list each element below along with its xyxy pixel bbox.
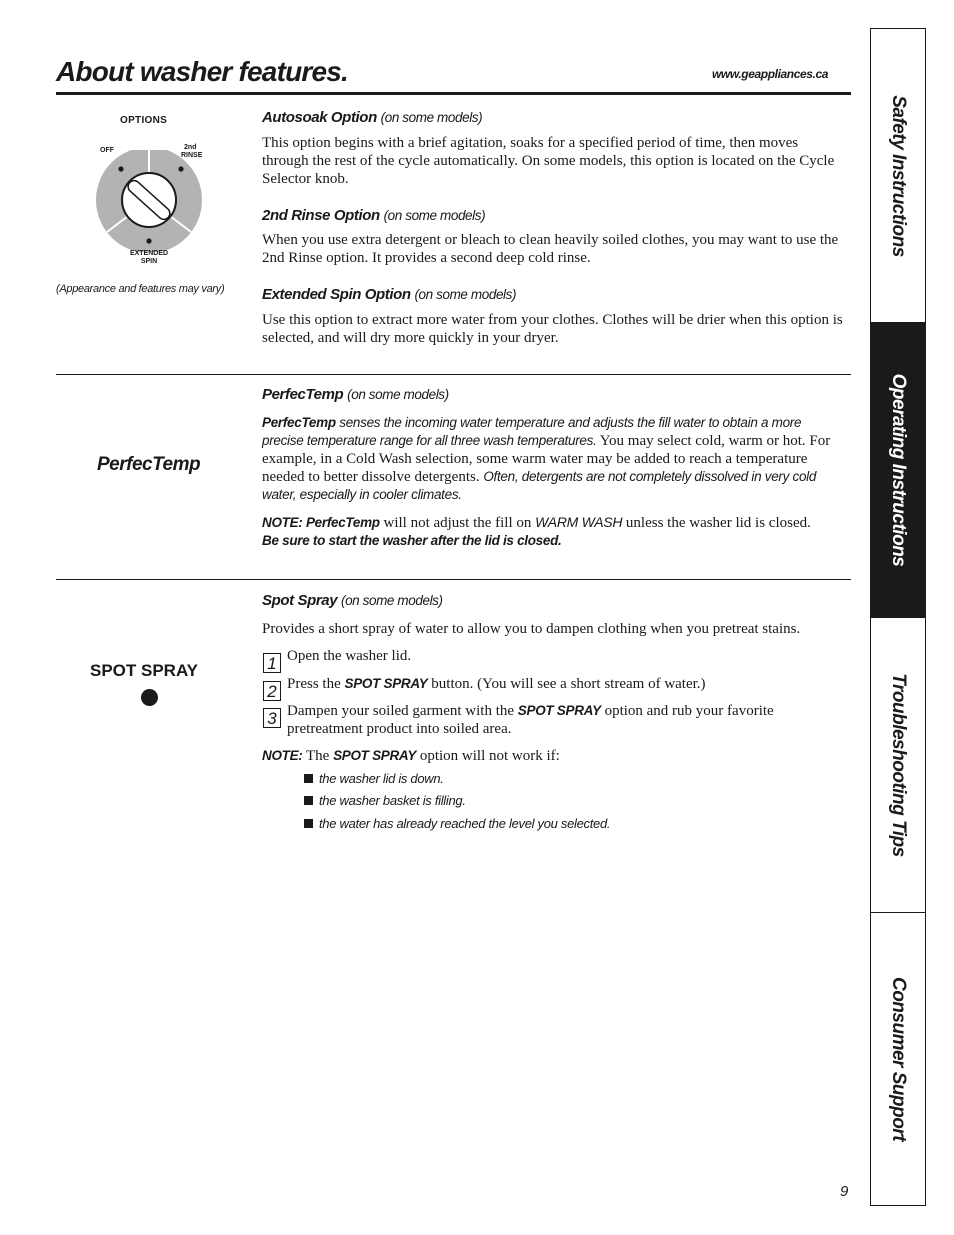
step-text — [287, 702, 847, 738]
dial-heading: OPTIONS — [120, 115, 168, 126]
perfectemp-side-label: PerfecTemp — [97, 454, 201, 475]
spot-spray-side-label: SPOT SPRAY — [90, 661, 199, 680]
spot-spray-note-label: NOTE: — [262, 748, 303, 763]
bullet-square-icon — [304, 819, 313, 828]
spot-spray-note-pre: The — [302, 748, 334, 764]
tab-operating-instructions[interactable] — [871, 322, 925, 618]
extended-spin-heading — [262, 286, 516, 303]
perfectemp-heading — [262, 386, 449, 403]
second-rinse-body: When you use extra detergent or bleach to clean heavily soiled clothes, you may want to use the 2nd Rinse option. It provides a second deep cold rinse. — [262, 232, 839, 266]
spot-spray-heading — [262, 592, 443, 609]
spot-spray-button-icon — [141, 689, 158, 706]
tab-label: Troubleshooting Tips — [888, 673, 909, 857]
list-item — [304, 771, 444, 786]
dial-label-off: OFF — [100, 147, 114, 154]
step-text-bold: SPOT SPRAY — [517, 703, 601, 718]
tab-label: Operating Instructions — [888, 373, 909, 567]
step-text-post: button. (You will see a short stream of water.) — [427, 676, 706, 692]
perfectemp-lead-bold: PerfecTemp — [262, 415, 336, 430]
dial-label-spin: SPIN — [140, 258, 158, 265]
section-tabs — [870, 28, 926, 1206]
perfectemp-note-label: NOTE: PerfecTemp — [262, 515, 380, 530]
spot-spray-note — [262, 747, 844, 765]
perfectemp-lead-italic: senses the incoming water temperature and adjusts the fill water to obtain a more precise temperature range for all three wash temperatures. — [262, 415, 802, 448]
step-text-pre: Press the — [287, 676, 345, 692]
dial-label-rinse: RINSE — [181, 152, 203, 159]
step-text-post: option and rub your favorite pretreatment product into soiled area. — [287, 703, 774, 737]
spot-spray-title: Spot Spray — [262, 592, 338, 609]
dial-label-extended: EXTENDED — [129, 250, 169, 257]
page-number: 9 — [840, 1183, 849, 1200]
autosoak-title: Autosoak Option — [262, 109, 377, 126]
second-rinse-note: (on some models) — [383, 208, 486, 223]
spot-spray-note-bold: SPOT SPRAY — [333, 748, 417, 763]
dial-label-extended-spin — [129, 250, 169, 266]
dial-caption: (Appearance and features may vary) — [56, 283, 225, 295]
step-number: 3 — [263, 708, 281, 728]
page-title: About washer features. — [56, 56, 349, 87]
perfectemp-note-text2: unless the washer lid is closed. — [622, 515, 811, 531]
extended-spin-body: Use this option to extract more water from your clothes. Clothes will be drier when this option is selected, and will dry more quickly in your dryer. — [262, 312, 843, 346]
step-text: Open the washer lid. — [287, 648, 412, 664]
bullet-text: the water has already reached the level you selected. — [319, 816, 611, 831]
extended-spin-title: Extended Spin Option — [262, 286, 411, 303]
bullet-text: the washer basket is filling. — [319, 793, 466, 808]
extended-spin-note: (on some models) — [414, 287, 517, 302]
dial-label-2nd: 2nd — [184, 144, 197, 151]
perfectemp-title: PerfecTemp — [262, 386, 344, 403]
autosoak-note: (on some models) — [380, 110, 483, 125]
autosoak-body: This option begins with a brief agitation, soaks for a specified period of time, then moves through the rest of the cycle automatically. On some models, this option is located on the Cycle Selector knob. — [262, 135, 835, 187]
section-divider — [56, 579, 851, 580]
step-text-bold: SPOT SPRAY — [344, 676, 428, 691]
list-item — [304, 793, 466, 808]
tab-label: Safety Instructions — [888, 94, 909, 257]
step-number: 2 — [263, 681, 281, 701]
perfectemp-note: (on some models) — [347, 387, 449, 402]
step-text-pre: Dampen your soiled garment with the — [287, 703, 518, 719]
second-rinse-heading — [262, 207, 485, 224]
bullet-square-icon — [304, 774, 313, 783]
spot-spray-note: (on some models) — [340, 593, 443, 608]
list-item — [304, 816, 610, 831]
spot-spray-note-post: option will not work if: — [416, 748, 560, 764]
spot-spray-intro: Provides a short spray of water to allow you to dampen clothing when you pretreat stains. — [262, 621, 801, 637]
step-number: 1 — [263, 653, 281, 673]
autosoak-heading — [262, 109, 482, 126]
section-divider — [56, 374, 851, 375]
title-divider — [56, 92, 851, 95]
bullet-square-icon — [304, 796, 313, 805]
second-rinse-title: 2nd Rinse Option — [262, 207, 380, 224]
step-text — [287, 675, 847, 693]
tab-consumer-support[interactable] — [871, 913, 925, 1205]
perfectemp-note-paragraph — [262, 513, 844, 550]
perfectemp-body-plain: You may select cold, warm or hot. For example, in a Cold Wash selection, some warm water may be added to reach a temperature needed to better dissolve detergents. — [262, 433, 831, 485]
perfectemp-body-italic: Often, detergents are not completely dissolved in very cold water, especially in cooler climates. — [262, 469, 817, 502]
perfectemp-note-warm: WARM WASH — [535, 514, 623, 530]
website-url: www.geappliances.ca — [712, 67, 829, 81]
perfectemp-body — [262, 414, 844, 504]
bullet-text: the washer lid is down. — [319, 771, 444, 786]
perfectemp-note-text1: will not adjust the fill on — [379, 515, 536, 531]
perfectemp-note-bold: Be sure to start the washer after the lid is closed. — [262, 533, 562, 548]
options-dial-icon — [94, 150, 206, 252]
tab-safety-instructions[interactable] — [871, 29, 925, 322]
tab-troubleshooting-tips[interactable] — [871, 618, 925, 912]
tab-label: Consumer Support — [888, 976, 909, 1142]
